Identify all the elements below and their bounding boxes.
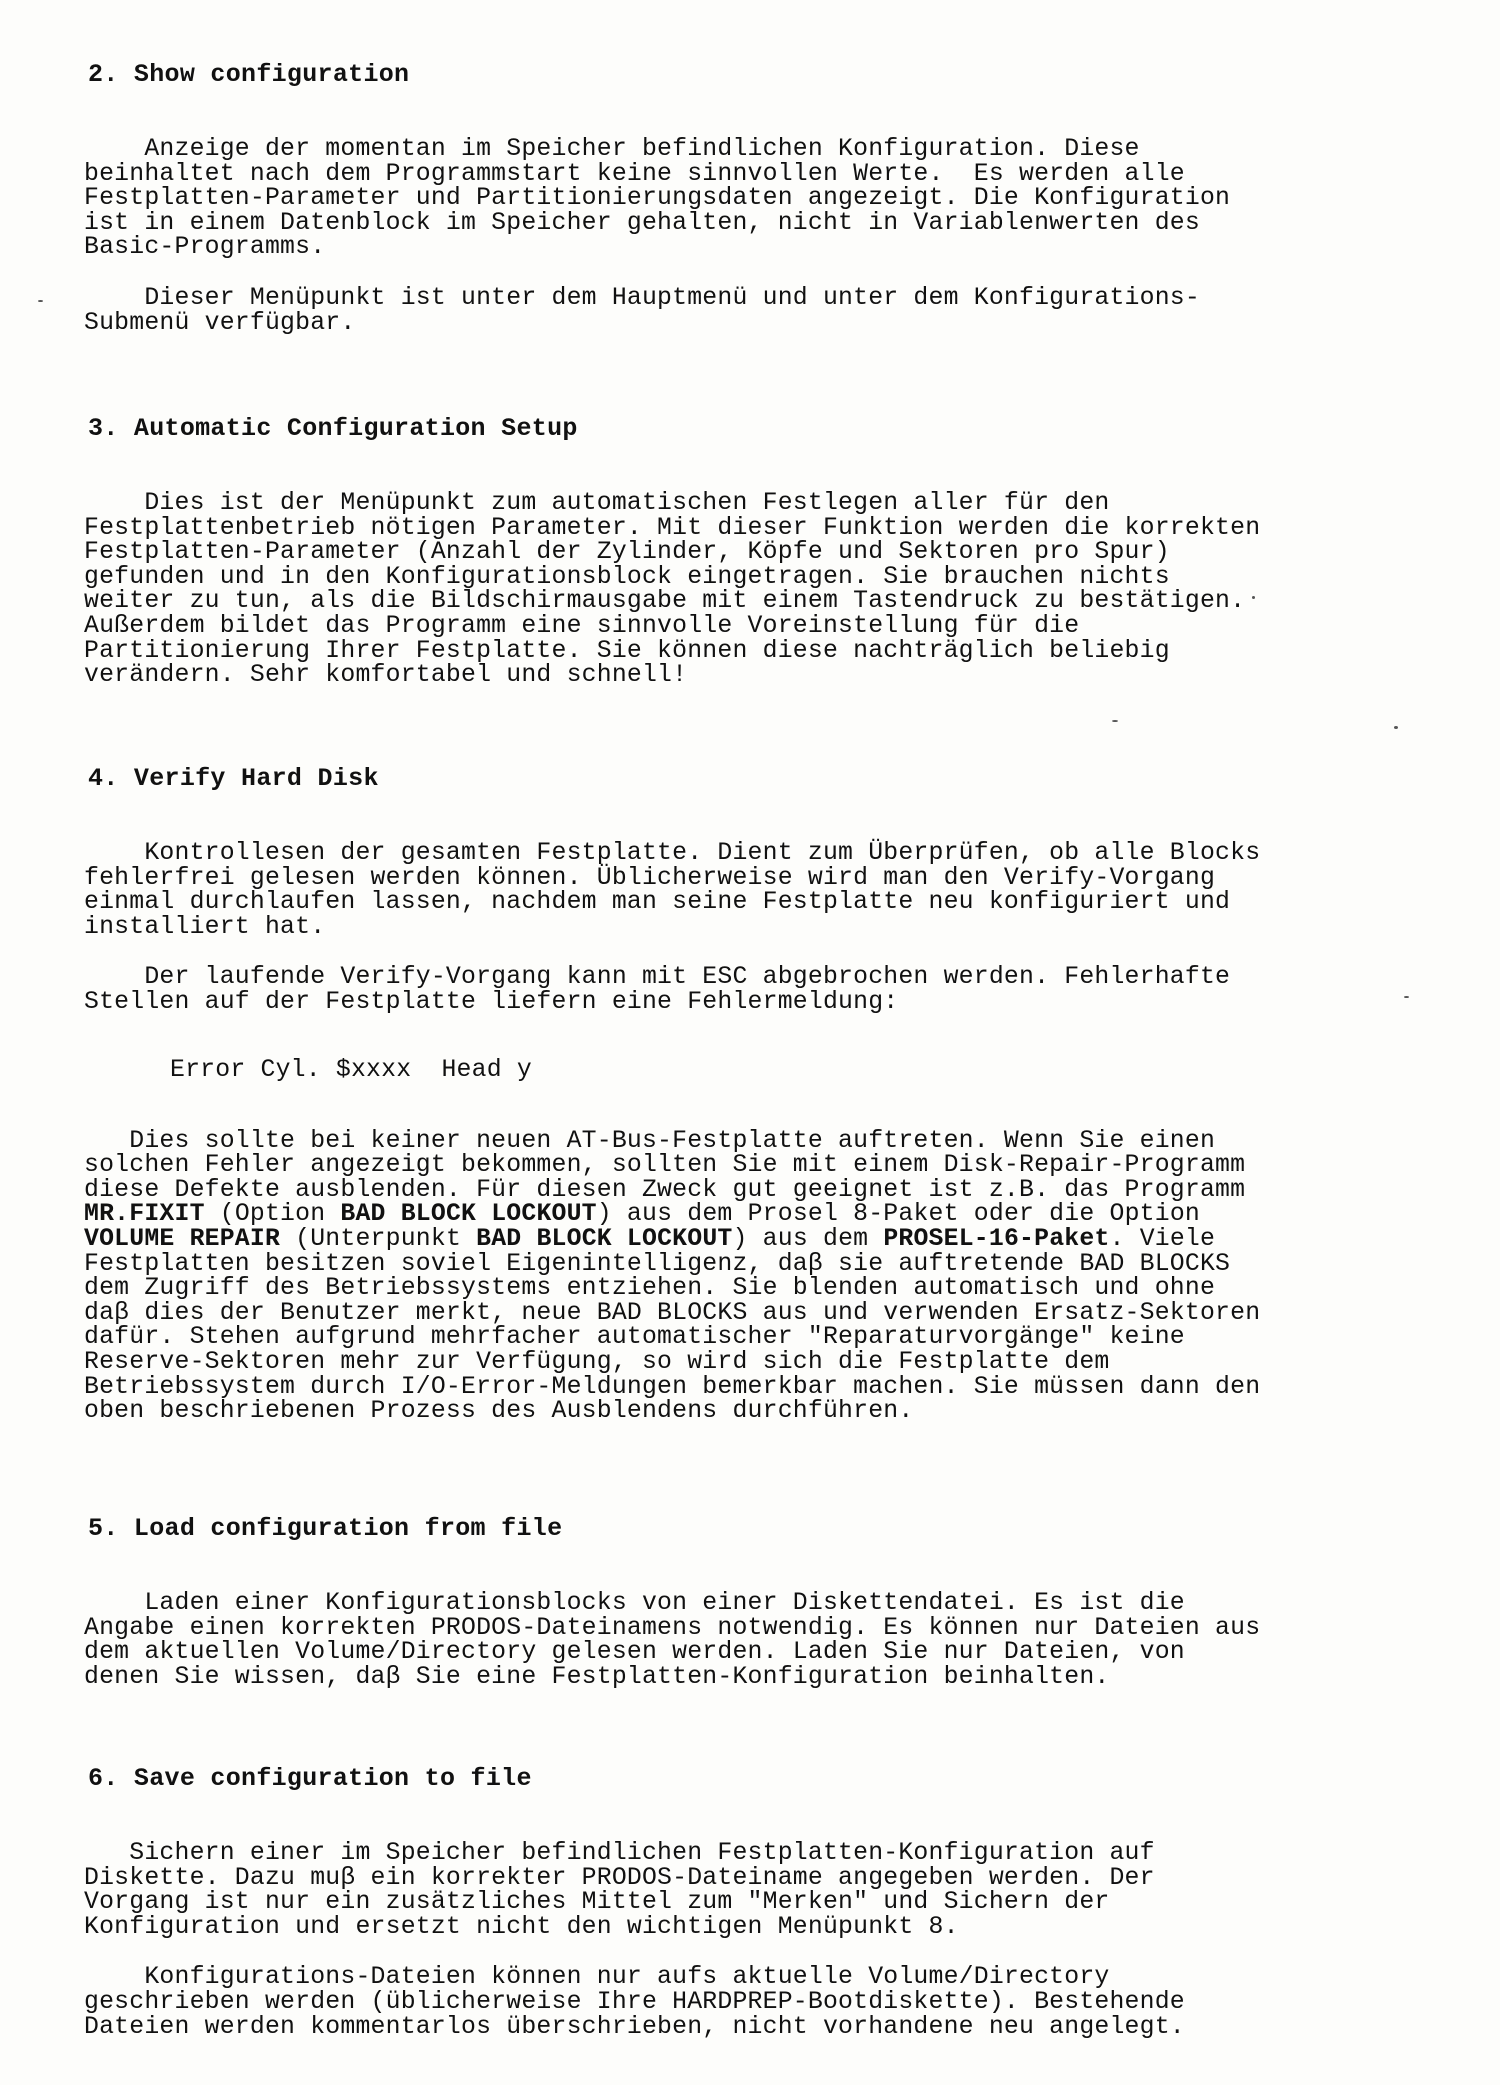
error-message-example: Error Cyl. $xxxx Head y: [170, 1055, 532, 1084]
section-load-configuration: [84, 1514, 1414, 1689]
section-show-configuration: [84, 60, 1414, 335]
paragraph: Der laufende Verify-Vorgang kann mit ESC abgebrochen werden. Fehlerhafte Stellen auf der Festplatte liefern eine Fehlermeldung:: [84, 963, 1231, 1016]
section-heading: 6. Save configuration to file: [88, 1764, 532, 1793]
scan-speck: [1112, 720, 1118, 722]
paragraph: Sichern einer im Speicher befindlichen Festplatten-Konfiguration auf Diskette. Dazu muβ ein korrekter PRODOS-Dateiname angegeben werden. Der Vorgang ist nur ein zusätzliches Mittel zum "Merken" und Sichern der Konfiguration und ersetzt nicht den wichtigen Menüpunkt 8.: [84, 1839, 1155, 1941]
paragraph: Konfigurations-Dateien können nur aufs aktuelle Volume/Directory geschrieben werden (üblicherweise Ihre HARDPREP-Bootdiskette). Bestehende Dateien werden kommentarlos überschrieben, nicht vorhandene neu angelegt.: [84, 1963, 1185, 2041]
paragraph: Laden einer Konfigurationsblocks von einer Diskettendatei. Es ist die Angabe einen korrekten PRODOS-Dateinamens notwendig. Es können nur Dateien aus dem aktuellen Volume/Directory gelesen werden. Laden Sie nur Dateien, von denen Sie wissen, daβ Sie eine Festplatten-Konfiguration beinhalten.: [84, 1589, 1261, 1691]
scan-speck: [1394, 726, 1398, 729]
section-verify-hard-disk: [84, 764, 1414, 1424]
section-automatic-configuration-setup: [84, 414, 1414, 688]
section-save-configuration: [84, 1764, 1414, 2039]
paragraph: Kontrollesen der gesamten Festplatte. Dient zum Überprüfen, ob alle Blocks fehlerfrei gelesen werden können. Üblicherweise wird man den Verify-Vorgang einmal durchlaufen lassen, nachdem man seine Festplatte neu konfiguriert und installiert hat.: [84, 839, 1261, 941]
paragraph: Dieser Menüpunkt ist unter dem Hauptmenü und unter dem Konfigurations- Submenü verfügbar.: [84, 283, 1200, 337]
section-heading: 3. Automatic Configuration Setup: [88, 414, 578, 443]
paragraph: Anzeige der momentan im Speicher befindlichen Konfiguration. Diese beinhaltet nach dem Programmstart keine sinnvollen Werte. Es werden alle Festplatten-Parameter und Partitionierungsdaten angezeigt. Die Konfiguration ist in einem Datenblock im Speicher gehalten, nicht in Variablenwerten des Basic-Programms.: [84, 135, 1231, 262]
scan-speck: [38, 300, 43, 302]
paragraph: Dies ist der Menüpunkt zum automatischen Festlegen aller für den Festplattenbetrieb nötigen Parameter. Mit dieser Funktion werden die korrekten Festplatten-Parameter (Anzahl der Zylinder, Köpfe und Sektoren pro Spur) gefunden und in den Konfigurationsblock eingetragen. Sie brauchen nichts weiter zu tun, als die Bildschirmausgabe mit einem Tastendruck zu bestätigen. Außerdem bildet das Programm eine sinnvolle Voreinstellung für die Partitionierung Ihrer Festplatte. Sie können diese nachträglich beliebig verändern. Sehr komfortabel und schnell!: [84, 489, 1261, 690]
section-heading: 2. Show configuration: [88, 60, 410, 89]
section-heading: 4. Verify Hard Disk: [88, 764, 379, 793]
paragraph: Dies sollte bei keiner neuen AT-Bus-Festplatte auftreten. Wenn Sie einen solchen Fehler angezeigt bekommen, sollten Sie mit einem Disk-Repair-Programm diese Defekte ausblenden. Für diesen Zweck gut geeignet ist z.B. das Programm MR.FIXIT (Option BAD BLOCK LOCKOUT) aus dem Prosel 8-Paket oder die Option VOLUME REPAIR (Unterpunkt BAD BLOCK LOCKOUT) aus dem PROSEL-16-Paket. Viele Festplatten besitzen soviel Eigenintelligenz, daβ sie auftretende BAD BLOCKS dem Zugriff des Betriebssystems entziehen. Sie blenden automatisch und ohne daβ dies der Benutzer merkt, neue BAD BLOCKS aus und verwenden Ersatz-Sektoren dafür. Stehen aufgrund mehrfacher automatischer "Reparaturvorgänge" keine Reserve-Sektoren mehr zur Verfügung, so wird sich die Festplatte dem Betriebssystem durch I/O-Error-Meldungen bemerkbar machen. Sie müssen dann den oben beschriebenen Prozess des Ausblendens durchführen.: [84, 1126, 1261, 1426]
section-heading: 5. Load configuration from file: [88, 1514, 563, 1543]
